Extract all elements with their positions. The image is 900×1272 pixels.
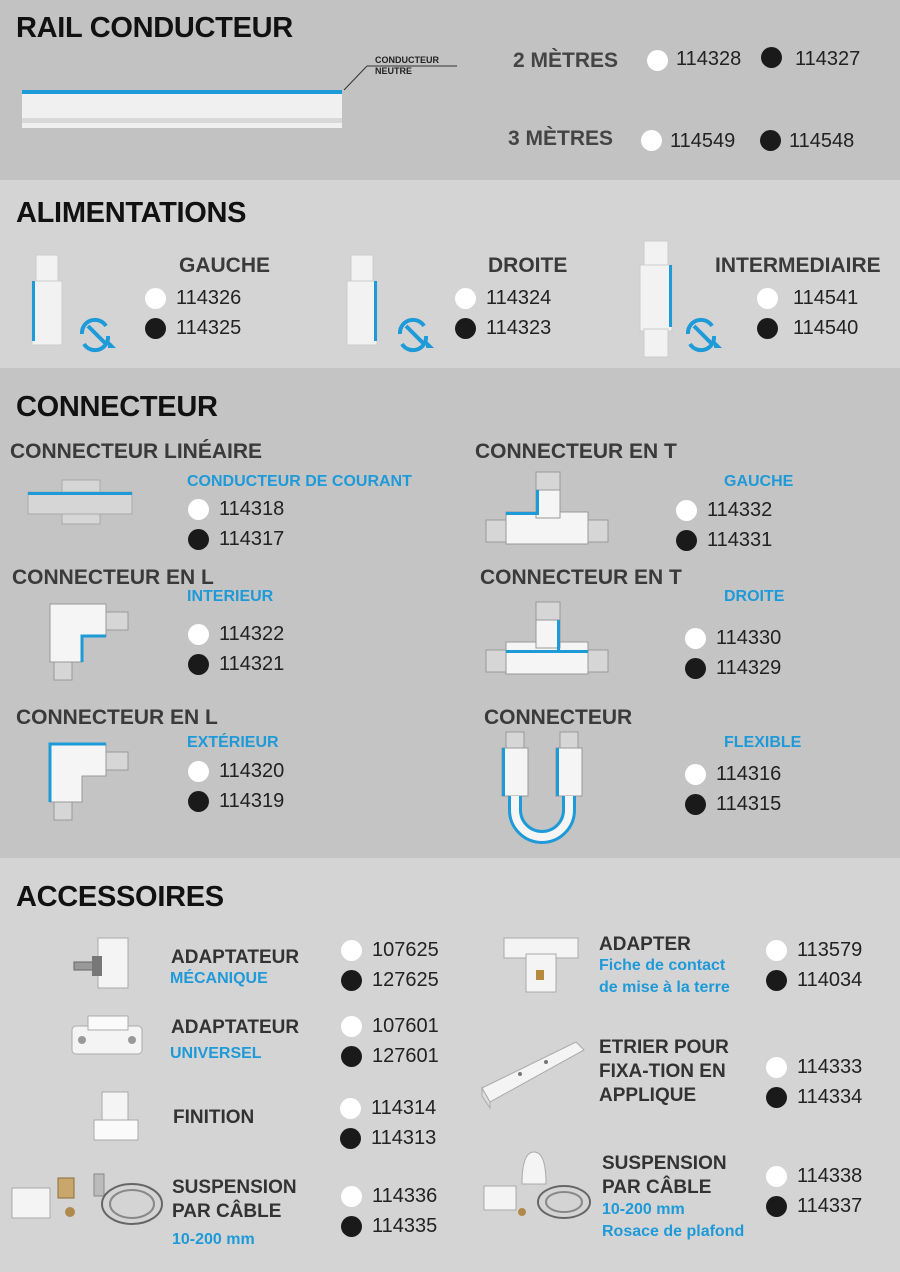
- feed-label-intermediaire: INTERMEDIAIRE: [715, 254, 881, 277]
- connector-variant: DROITE: [724, 588, 785, 605]
- wall-bracket-illustration: [480, 1040, 586, 1110]
- white-finish-icon: [188, 499, 209, 520]
- accessory-sub: MÉCANIQUE: [170, 970, 268, 987]
- code-black: 114319: [219, 790, 285, 812]
- t-connector-right-illustration: [486, 602, 610, 676]
- feed-middle-illustration: [636, 241, 676, 359]
- code-white: 114320: [219, 760, 285, 782]
- connector-title: CONNECTEUR EN T: [480, 566, 682, 589]
- black-finish-icon: [685, 658, 706, 679]
- accessory-sub: de mise à la terre: [599, 979, 730, 996]
- accessory-sub: UNIVERSEL: [170, 1045, 262, 1062]
- code-black: 114317: [219, 528, 285, 550]
- code-white: 107601: [372, 1015, 439, 1037]
- code-black: 114331: [707, 529, 773, 551]
- black-finish-icon: [676, 530, 697, 551]
- accessory-label: FIXA-TION EN: [599, 1061, 726, 1082]
- accessory-label: ADAPTATEUR: [171, 947, 300, 968]
- code-white: 107625: [372, 939, 439, 961]
- accessory-label: ADAPTATEUR: [171, 1017, 300, 1038]
- connector-title: CONNECTEUR EN L: [16, 706, 218, 729]
- accessory-label: APPLIQUE: [599, 1085, 697, 1106]
- white-finish-icon: [341, 1016, 362, 1037]
- feed-label-gauche: GAUCHE: [179, 254, 271, 277]
- white-finish-icon: [685, 628, 706, 649]
- length-3m: 3 MÈTRES: [508, 127, 614, 150]
- connector-variant: FLEXIBLE: [724, 734, 802, 751]
- connecteur-title: CONNECTEUR: [16, 391, 218, 423]
- accessory-label: ADAPTER: [599, 934, 691, 955]
- black-finish-icon: [341, 1046, 362, 1067]
- black-finish-icon: [341, 1216, 362, 1237]
- accessory-label: ETRIER POUR: [599, 1037, 729, 1058]
- universal-adapter-illustration: [68, 1012, 148, 1064]
- code-white: 114314: [371, 1097, 437, 1119]
- rail-title: RAIL CONDUCTEUR: [16, 12, 293, 44]
- code-black: 114548: [789, 130, 855, 152]
- code-black: 114034: [797, 969, 863, 991]
- connector-variant: EXTÉRIEUR: [187, 734, 279, 751]
- code-white: 114324: [486, 287, 552, 309]
- earth-adapter-illustration: [504, 936, 580, 996]
- black-finish-icon: [766, 1087, 787, 1108]
- connector-variant: INTERIEUR: [187, 588, 274, 605]
- black-finish-icon: [766, 970, 787, 991]
- black-finish-icon: [761, 47, 782, 68]
- code-white: 113579: [797, 939, 863, 961]
- accessoires-title: ACCESSOIRES: [16, 881, 224, 913]
- white-finish-icon: [455, 288, 476, 309]
- code-white: 114541: [793, 287, 859, 309]
- connector-title: CONNECTEUR LINÉAIRE: [10, 440, 263, 463]
- code-white: 114338: [797, 1165, 863, 1187]
- connector-variant: CONDUCTEUR DE COURANT: [187, 473, 412, 490]
- neutral-label-2: NEUTRE: [375, 66, 413, 76]
- l-connector-outer-illustration: [48, 742, 130, 824]
- accessory-label: FINITION: [173, 1107, 255, 1128]
- code-white: 114330: [716, 627, 782, 649]
- rotate-icon: [78, 318, 118, 352]
- t-connector-left-illustration: [486, 472, 610, 546]
- accessory-label: SUSPENSION: [172, 1177, 297, 1198]
- white-finish-icon: [188, 761, 209, 782]
- code-black: 114327: [795, 48, 861, 70]
- black-finish-icon: [188, 654, 209, 675]
- black-finish-icon: [760, 130, 781, 151]
- black-finish-icon: [766, 1196, 787, 1217]
- code-black: 114315: [716, 793, 782, 815]
- white-finish-icon: [641, 130, 662, 151]
- code-black: 114337: [797, 1195, 863, 1217]
- accessory-sub: 10-200 mm: [172, 1231, 255, 1248]
- black-finish-icon: [685, 794, 706, 815]
- alimentations-title: ALIMENTATIONS: [16, 197, 247, 229]
- accessory-label: SUSPENSION: [602, 1153, 727, 1174]
- accessory-sub: Fiche de contact: [599, 957, 726, 974]
- length-2m: 2 MÈTRES: [513, 49, 619, 72]
- rotate-icon: [396, 318, 436, 352]
- white-finish-icon: [341, 940, 362, 961]
- black-finish-icon: [188, 791, 209, 812]
- code-white: 114549: [670, 130, 736, 152]
- white-finish-icon: [341, 1186, 362, 1207]
- code-white: 114328: [676, 48, 742, 70]
- code-black: 114325: [176, 317, 242, 339]
- white-finish-icon: [145, 288, 166, 309]
- black-finish-icon: [455, 318, 476, 339]
- code-black: 114321: [219, 653, 285, 675]
- white-finish-icon: [340, 1098, 361, 1119]
- code-white: 114316: [716, 763, 782, 785]
- flexible-connector-illustration: [498, 732, 590, 844]
- code-black: 114334: [797, 1086, 863, 1108]
- accessory-sub: 10-200 mm: [602, 1201, 685, 1218]
- code-black: 114313: [371, 1127, 437, 1149]
- l-connector-inner-illustration: [48, 602, 130, 682]
- accessory-sub: Rosace de plafond: [602, 1223, 745, 1240]
- white-finish-icon: [766, 1166, 787, 1187]
- connector-title: CONNECTEUR: [484, 706, 633, 729]
- code-black: 127601: [372, 1045, 439, 1067]
- white-finish-icon: [766, 940, 787, 961]
- code-black: 114329: [716, 657, 782, 679]
- accessory-label: PAR CÂBLE: [602, 1177, 712, 1198]
- code-black: 127625: [372, 969, 439, 991]
- code-black: 114540: [793, 317, 859, 339]
- feed-label-droite: DROITE: [488, 254, 568, 277]
- rotate-icon: [684, 318, 724, 352]
- connector-title: CONNECTEUR EN T: [475, 440, 677, 463]
- code-white: 114336: [372, 1185, 438, 1207]
- black-finish-icon: [188, 529, 209, 550]
- white-finish-icon: [676, 500, 697, 521]
- code-black: 114335: [372, 1215, 438, 1237]
- black-finish-icon: [341, 970, 362, 991]
- mechanical-adapter-illustration: [70, 934, 140, 994]
- end-cap-illustration: [92, 1090, 142, 1146]
- white-finish-icon: [685, 764, 706, 785]
- white-finish-icon: [757, 288, 778, 309]
- code-white: 114326: [176, 287, 242, 309]
- code-white: 114318: [219, 498, 285, 520]
- neutral-label-1: CONDUCTEUR: [375, 55, 439, 65]
- cable-suspension-illustration: [10, 1168, 170, 1234]
- black-finish-icon: [145, 318, 166, 339]
- white-finish-icon: [188, 624, 209, 645]
- linear-connector-illustration: [28, 480, 134, 526]
- black-finish-icon: [340, 1128, 361, 1149]
- ceiling-rose-suspension-illustration: [482, 1150, 598, 1226]
- code-black: 114323: [486, 317, 552, 339]
- code-white: 114332: [707, 499, 773, 521]
- code-white: 114322: [219, 623, 285, 645]
- connector-title: CONNECTEUR EN L: [12, 566, 214, 589]
- connector-variant: GAUCHE: [724, 473, 794, 490]
- black-finish-icon: [757, 318, 778, 339]
- white-finish-icon: [647, 50, 668, 71]
- accessory-label: PAR CÂBLE: [172, 1201, 282, 1222]
- code-white: 114333: [797, 1056, 863, 1078]
- white-finish-icon: [766, 1057, 787, 1078]
